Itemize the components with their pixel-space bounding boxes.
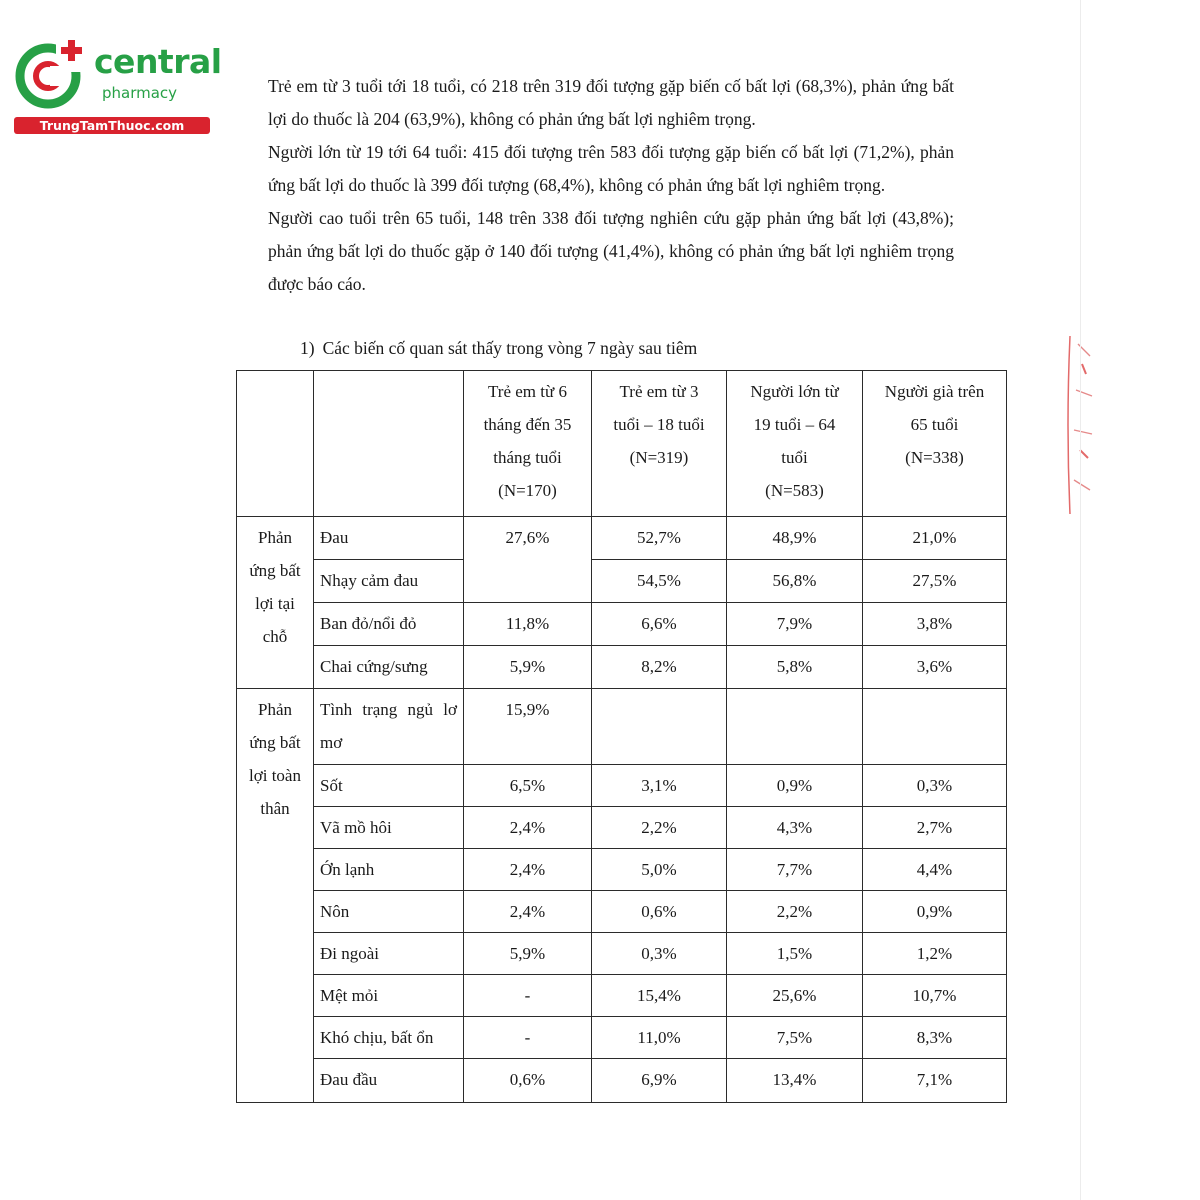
row-label: Ớn lạnh [314,849,464,891]
value-cell: 2,2% [727,891,863,933]
value-cell: 6,6% [592,603,727,646]
table-row [237,765,1007,807]
logo-name: central [94,42,222,81]
value-cell: 2,4% [464,807,592,849]
group-label-line: thân [260,799,290,818]
logo-site-url: TrungTamThuoc.com [14,117,210,134]
value-cell: 25,6% [727,975,863,1017]
value-cell: 0,3% [863,765,1007,807]
row-label: Đau [314,517,464,560]
column-header-line: Người già trên [884,382,985,401]
value-cell: 27,5% [863,560,1007,603]
group-label-line: Phản [258,700,292,719]
central-pharmacy-logo [12,38,222,138]
column-header-line: Trẻ em từ 6 [488,382,567,401]
value-cell: 21,0% [863,517,1007,560]
logo-subtitle: pharmacy [102,84,178,102]
row-label: Sốt [314,765,464,807]
column-header-line: tháng tuổi [493,448,562,467]
column-header [863,371,1007,517]
value-cell: 5,9% [464,646,592,689]
row-label: Đau đầu [314,1059,464,1103]
value-cell: 1,2% [863,933,1007,975]
table-row [237,646,1007,689]
table-row [237,1059,1007,1103]
table-row [237,1017,1007,1059]
group-label-line: chỗ [262,627,288,646]
table-row [237,891,1007,933]
value-cell: 13,4% [727,1059,863,1103]
value-cell: 7,5% [727,1017,863,1059]
column-header-line: tuổi – 18 tuổi [613,415,705,434]
value-cell: 2,7% [863,807,1007,849]
column-header-line: (N=319) [629,448,689,467]
value-cell: 10,7% [863,975,1007,1017]
value-cell [863,689,1007,765]
value-cell: 6,5% [464,765,592,807]
group-label-local [237,517,314,689]
value-cell: 27,6% [464,517,592,560]
value-cell: 7,7% [727,849,863,891]
stamp-fragment [1056,330,1096,520]
value-cell: 2,4% [464,891,592,933]
table-row [237,807,1007,849]
value-cell [592,689,727,765]
column-header-line: Trẻ em từ 3 [619,382,699,401]
value-cell: 0,6% [592,891,727,933]
value-cell: 5,8% [727,646,863,689]
value-cell: 3,6% [863,646,1007,689]
value-cell: 6,9% [592,1059,727,1103]
column-header [464,371,592,517]
column-header [592,371,727,517]
table-row [237,517,1007,560]
value-cell: 0,9% [863,891,1007,933]
row-label: Vã mồ hôi [314,807,464,849]
header-blank-cell [314,371,464,517]
value-cell: 0,9% [727,765,863,807]
value-cell [727,689,863,765]
row-label: Khó chịu, bất ổn [314,1017,464,1059]
value-cell: 2,2% [592,807,727,849]
row-label: Ban đỏ/nổi đỏ [314,603,464,646]
value-cell: 4,4% [863,849,1007,891]
column-header-line: 19 tuổi – 64 [753,415,836,434]
value-cell: 3,8% [863,603,1007,646]
value-cell: 1,5% [727,933,863,975]
group-label-line: ứng bất [249,733,301,752]
table-row [237,560,1007,603]
table-row [237,849,1007,891]
table-row [237,603,1007,646]
value-cell: 15,9% [464,689,592,765]
value-cell: 0,6% [464,1059,592,1103]
body-text [268,70,954,301]
table-caption [300,336,697,360]
value-cell: 15,4% [592,975,727,1017]
column-header-line: (N=338) [905,448,964,467]
column-header [727,371,863,517]
value-cell: 7,9% [727,603,863,646]
value-cell: 52,7% [592,517,727,560]
value-cell: 2,4% [464,849,592,891]
row-label: Nhạy cảm đau [314,560,464,603]
row-label: Tình trạng ngủ lơ mơ [314,689,464,765]
group-label-line: lợi tại [255,594,295,613]
group-label-systemic [237,689,314,1103]
value-cell [464,560,592,603]
value-cell: 7,1% [863,1059,1007,1103]
value-cell: 54,5% [592,560,727,603]
column-header-line: (N=170) [498,481,557,500]
value-cell: 48,9% [727,517,863,560]
paragraph-children: Trẻ em từ 3 tuổi tới 18 tuổi, có 218 trên 319 đối tượng gặp biến cố bất lợi (68,3%), phản ứng bất lợi do thuốc là 204 (63,9%), không có phản ứng bất lợi nghiêm trọng. [268,76,954,129]
value-cell: - [464,1017,592,1059]
caption-text: Các biến cố quan sát thấy trong vòng 7 ngày sau tiêm [322,338,698,358]
column-header-line: tháng đến 35 [483,415,572,434]
column-header-line: 65 tuổi [910,415,959,434]
table-row [237,933,1007,975]
table-row [237,689,1007,765]
value-cell: 5,9% [464,933,592,975]
pharmacy-cross-logo-icon [12,38,84,110]
group-label-line: ứng bất [249,561,301,580]
row-label: Nôn [314,891,464,933]
column-header-line: Người lớn từ [750,382,839,401]
paragraph-adults: Người lớn từ 19 tới 64 tuổi: 415 đối tượng trên 583 đối tượng gặp biến cố bất lợi (71,2%), phản ứng bất lợi do thuốc là 399 đối tượng (68,4%), không có phản ứng bất lợi nghiêm trọng. [268,142,954,195]
caption-number: 1) [300,338,315,358]
group-label-line: lợi toàn [249,766,301,785]
column-header-line: tuổi [781,448,808,467]
value-cell: - [464,975,592,1017]
group-label-line: Phản [258,528,292,547]
value-cell: 8,3% [863,1017,1007,1059]
page-edge-line [1080,0,1081,1200]
column-header-line: (N=583) [765,481,824,500]
paragraph-elderly: Người cao tuổi trên 65 tuổi, 148 trên 338 đối tượng nghiên cứu gặp phản ứng bất lợi (43,8%); phản ứng bất lợi do thuốc gặp ở 140 đối tượng (41,4%), không có phản ứng bất lợi nghiêm trọng được báo cáo. [268,208,954,294]
row-label: Chai cứng/sưng [314,646,464,689]
value-cell: 11,0% [592,1017,727,1059]
header-blank-cell [237,371,314,517]
table-header-row [237,371,1007,517]
value-cell: 3,1% [592,765,727,807]
row-label: Mệt mỏi [314,975,464,1017]
value-cell: 56,8% [727,560,863,603]
value-cell: 8,2% [592,646,727,689]
value-cell: 11,8% [464,603,592,646]
value-cell: 4,3% [727,807,863,849]
value-cell: 5,0% [592,849,727,891]
value-cell: 0,3% [592,933,727,975]
adverse-events-table [236,370,1007,1103]
table-row [237,975,1007,1017]
row-label: Đi ngoài [314,933,464,975]
